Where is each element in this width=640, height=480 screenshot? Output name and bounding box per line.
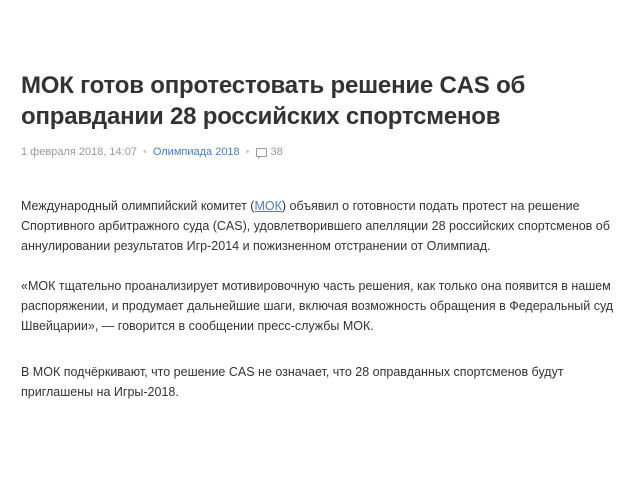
article-title: МОК готов опротестовать решение CAS об оправдании 28 российских спортсменов (21, 72, 526, 130)
comments-link[interactable] (256, 145, 283, 159)
comments-count: 38 (270, 146, 283, 158)
comment-icon (256, 148, 267, 157)
meta-separator-dot: • (245, 146, 250, 158)
paragraph-text: ) объявил о готовности подать протест на решение Спортивного арбитражного суда (CAS), удовлетворившего апелляции 28 российских спортсменов об аннулировании результатов Игр-2014 и пожизненном отстранении от Олимпиад. (21, 199, 610, 253)
meta-separator-dot: • (142, 146, 147, 158)
article-paragraph: «МОК тщательно проанализирует мотивировочную часть решения, как только она появится в нашем распоряжении, и продумает дальнейшие шаги, включая возможность обращения в Федеральный суд Швейцарии», — говорится в сообщении пресс-службы МОК. (21, 279, 614, 333)
paragraph-text: Международный олимпийский комитет ( (21, 199, 255, 213)
category-link[interactable]: Олимпиада 2018 (152, 146, 240, 158)
article-meta (21, 145, 283, 159)
article-paragraph (21, 196, 621, 256)
publish-date: 1 февраля 2018, 14:07 (21, 146, 137, 158)
ioc-link[interactable]: МОК (254, 199, 282, 213)
article-paragraph: В МОК подчёркивают, что решение CAS не означает, что 28 оправданных спортсменов будут приглашены на Игры-2018. (21, 365, 564, 399)
